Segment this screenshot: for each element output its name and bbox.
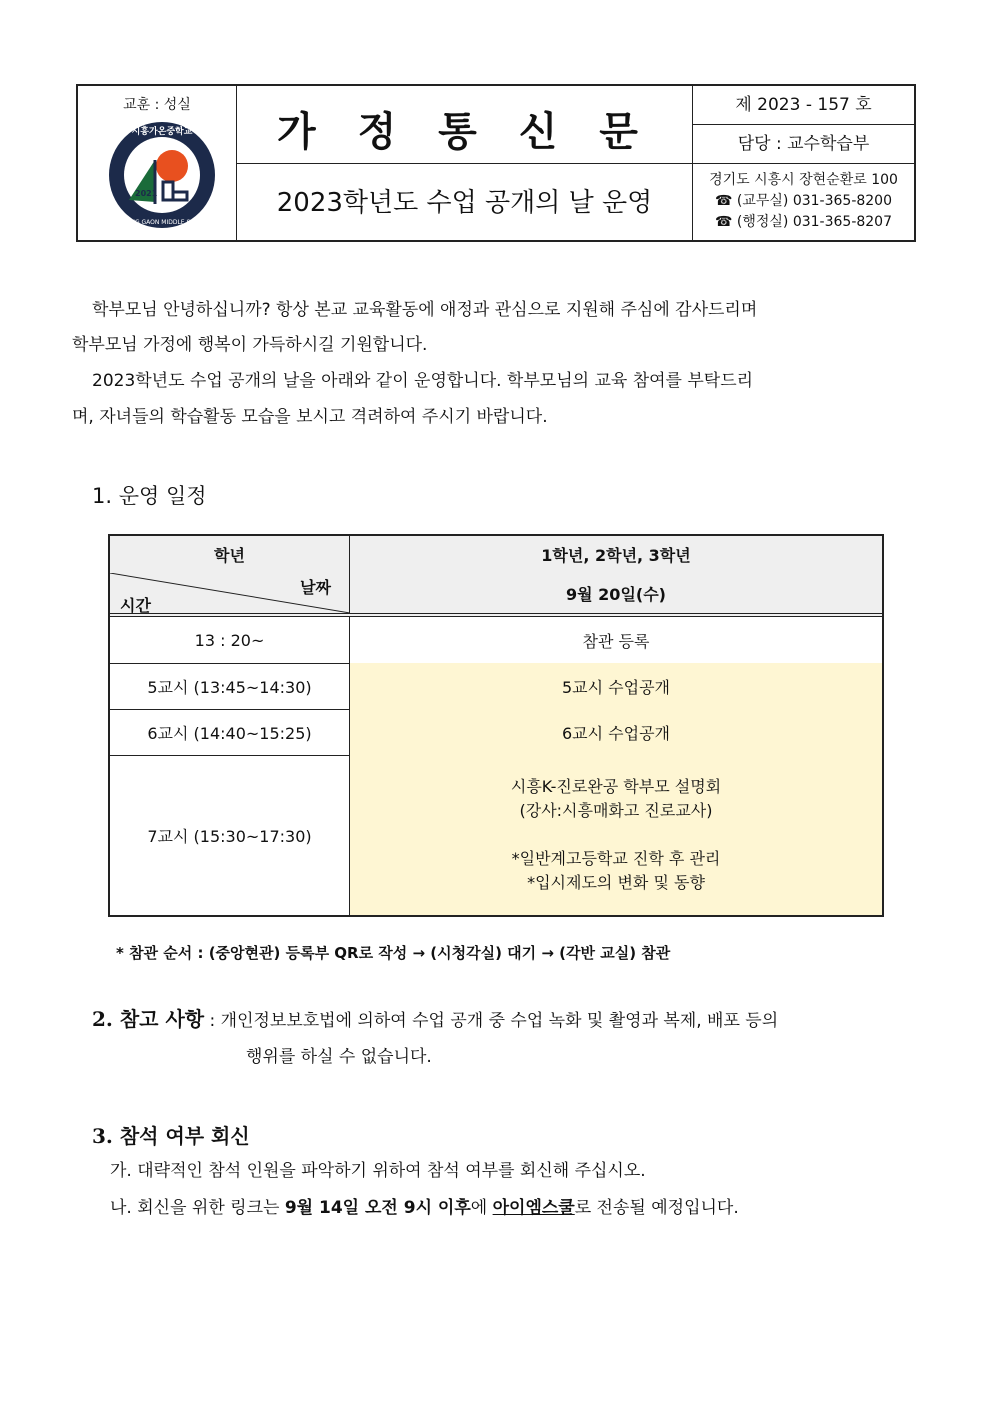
logo-english-text: SIHEUNG GAON MIDDLE SCHOOL [112,219,212,226]
section2-line1 [92,1004,778,1036]
phone-admin: ☎ (행정실) 031-365-8207 [714,214,892,230]
imschool-link[interactable]: 아이엠스쿨 [492,1198,575,1218]
section2-colon: : [204,1011,221,1031]
document-title: 가 정 통 신 문 [277,108,652,155]
content-cell: 참관 등록 [582,631,650,651]
intro-p2-line2: 며, 자녀들의 학습활동 모습을 보시고 격려하여 주시기 바랍니다. [72,407,548,427]
intro-p1-line2: 학부모님 가정에 행복이 가득하시길 기원합니다. [72,335,428,355]
section2-text1: 개인정보보호법에 의하여 수업 공개 중 수업 녹화 및 촬영과 복제, 배포 등의 [220,1011,779,1031]
time-cell: 7교시 (15:30~17:30) [110,755,350,915]
school-logo [107,120,217,230]
diagonal-header [110,573,350,613]
logo-name-text: 시흥가온중학교 [131,127,193,137]
school-motto: 교훈 : 성실 [123,97,191,113]
title-cell [237,86,693,164]
table-row [110,663,882,710]
time-label: 시간 [120,596,151,615]
item-b-mid: 에 [470,1198,493,1218]
subtitle-cell [237,164,693,240]
intro-p2-line1: 2023학년도 수업 공개의 날을 아래와 같이 운영합니다. 학부모님의 교육 참여를 부탁드리 [92,371,754,391]
time-cell: 13 : 20~ [110,617,350,663]
seminar-speaker: (강사:시흥매화고 진로교사) [519,801,713,820]
address: 경기도 시흥시 장현순환로 100 [709,172,898,188]
letter-header [76,84,916,242]
section1-heading: 1. 운영 일정 [92,484,207,508]
document-subtitle: 2023학년도 수업 공개의 날 운영 [276,188,653,218]
intro-p1-line1: 학부모님 안녕하십니까? 항상 본교 교육활동에 애정과 관심으로 지원해 주심에 감사드리며 [92,300,758,320]
section3-heading: 3. 참석 여부 회신 [92,1124,250,1148]
seminar-topic-2: *입시제도의 변화 및 동향 [527,873,705,892]
table-row-grade [110,536,882,574]
content-cell: 6교시 수업공개 [350,709,882,755]
logo-cell [78,86,237,240]
content-cell [350,755,882,915]
section3-item-a: 가. 대략적인 참석 인원을 파악하기 위하여 참석 여부를 회신해 주십시오. [110,1161,646,1181]
content-cell: 5교시 수업공개 [350,663,882,709]
item-b-prefix: 나. 회신을 위한 링크는 [110,1198,285,1218]
table-row [110,709,882,756]
section2-line2: 행위를 하실 수 없습니다. [246,1047,432,1067]
logo-year: 2021 [135,189,158,198]
grade-label: 학년 [110,536,350,573]
time-cell: 6교시 (14:40~15:25) [110,709,350,755]
contact-info [693,164,914,240]
time-cell: 5교시 (13:45~14:30) [110,663,350,709]
table-row [110,755,882,915]
section3-item-b [110,1193,739,1223]
issue-number: 제 2023 - 157 호 [693,86,914,125]
phone-office: ☎ (교무실) 031-365-8200 [714,193,892,209]
table-row [110,617,882,664]
visit-order-note: * 참관 순서 : (중앙현관) 등록부 QR로 작성 → (시청각실) 대기 → (각반 교실) 참관 [116,944,671,962]
date-value: 9월 20일(수) [566,584,666,604]
date-label: 날짜 [300,578,331,597]
section2-heading: 2. 참고 사항 [92,1007,205,1031]
seminar-title: 시흥K-진로완공 학부모 설명회 [510,777,722,796]
reply-datetime: 9월 14일 오전 9시 이후 [284,1198,471,1218]
grade-value: 1학년, 2학년, 3학년 [541,546,691,565]
department: 담당 : 교수학습부 [693,125,914,164]
schedule-table [108,534,884,917]
seminar-topic-1: *일반계고등학교 진학 후 관리 [511,849,721,868]
item-b-suffix: 로 전송될 예정입니다. [574,1198,739,1218]
table-row-date [110,573,882,617]
